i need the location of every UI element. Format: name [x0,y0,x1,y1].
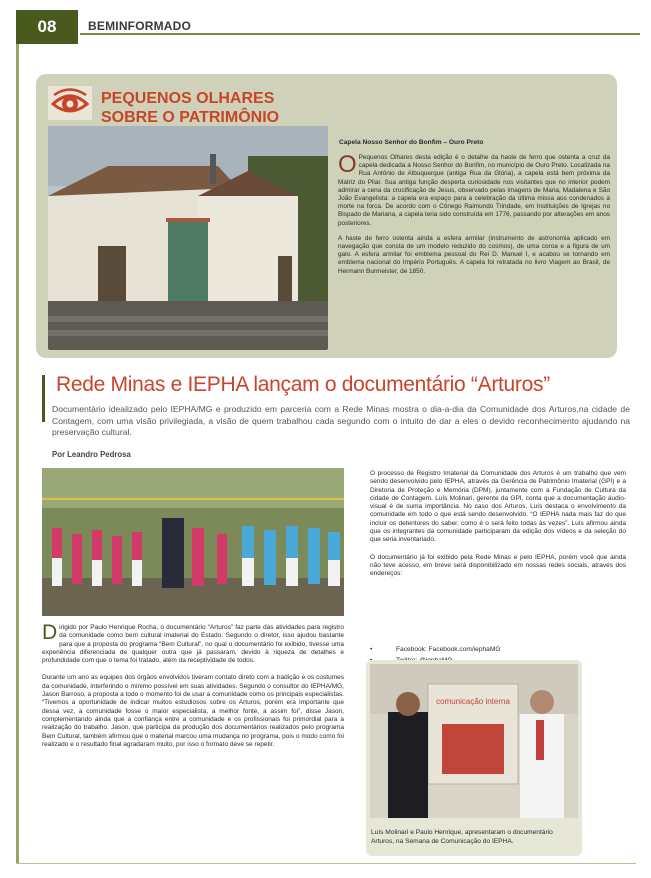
left-paragraph-1-text: irigido por Paulo Henrique Rocha, o documentário “Arturos” faz parte das atividades para registro da comunidade como bem cultural imaterial do Estado. Segundo o diretor, isso ajudou bastante para que a proposta do programa “Bem Cultural”, no qual o documentário foi exibido, tivesse uma experiência diferenciada de qualquer outra que já passaram, devido à riqueza de detalhes e profundidade com que o tema foi tratado, além da receptividade de todos. [42,624,344,665]
brand-part1: BEM [88,19,116,33]
brand-part2: INFORMADO [115,19,192,33]
chapel-caption: Capela Nosso Senhor do Bonfim – Ouro Preto [339,139,484,146]
presenters-caption: Luís Molinari e Paulo Henrique, apresentaram o documentário Arturos, na Semana de Comunicação do IEPHA. [371,829,553,845]
header-divider [80,33,640,35]
feature-dropcap: O [338,151,357,178]
left-paragraph-2: Durante um ano as equipes dos órgãos envolvidos tiveram contato direto com a tradição e os costumes da comunidade, interferindo o mínimo possível em suas atividades. Segundo o consultor do IEPHA/MG, Jason Barroso, a proposta a todo o momento foi de usar a comunidade como os principais especialistas. “Tivemos a oportunidade de indicar muitos estudiosos sobre os Arturos, porém era importante que dessa vez, a comunidade fosse o maior especialista, a melhor fonte, a assim foi”, disse Jason, complementando ainda que a confiança entre a comunidade e os profissionais foi primordial para a realização do trabalho. Jason, que participa da produção dos documentários realizados pelo programa Bem Cultural, também afirmou que o material marcou uma mudança no programa, pois o modo como foi realizado e o resultado final agradaram muito, por isso o formato deve se repetir. [42,674,344,748]
social-item-facebook [370,644,626,655]
article-accent-bar [42,375,45,422]
bullet: • [370,646,373,653]
eye-icon [48,86,92,120]
social-text[interactable]: Facebook: Facebook.com/iephaMG [396,646,501,653]
article-byline: Por Leandro Pedrosa [52,450,131,459]
feature-paragraph-1-text: Pequenos Olhares desta edição é o detalhe da haste de ferro que ostenta a cruz da capela dedicada a Nosso Senhor do Bonfim, no município de Ouro Preto. Localizada na Rua Antônio de Albuquerque (antiga Rua da Glória), a capela está bem próxima da Matriz do Pilar. Sua antiga função desperta curiosidade nos visitantes que no interior podem admirar a cena da crucificação de Jesus, observado pelas imagens de Maria, Madalena e São João Evangelista: a capela era espaço para a celebração da última missa aos condenados à morte na forca. De acordo com o Cônego Raimundo Trindade, em Instituições de Igrejas no Bispado de Mariana, a capela teria sido construída em 1776, passando por alterações em anos posteriores. [338,154,610,227]
article-left-column [42,621,344,758]
feature-paragraph-2: A haste de ferro ostenta ainda a esfera armilar (instrumento de astronomia aplicado em navegação que consta de um modelo reduzido do cosmos), de uma coroa e a figura de um galo. A esfera armilar foi emblema pessoal do Rei D. Manuel I, e acabou se tornando em emblema nacional do Império Português. A capela foi retratada no livro Viagem ao Brasil, de Hermann Burmeister, de 1850. [338,234,610,275]
left-paragraph-1 [42,621,344,665]
article-right-column [370,470,626,588]
chapel-photo [48,126,328,350]
presenters-photo [370,664,578,818]
publication-brand [88,19,191,33]
article-dropcap: D [42,621,58,644]
article-lead: Documentário idealizado pelo IEPHA/MG e produzido em parceria com a Rede Minas mostra o dia-a-dia da Comunidade dos Arturos,na cidade de Contagem, com uma visão privilegiada, a visão de quem trabalhou cada segundo com o intuito de dar a eles o devido reconhecimento ajudando na preservação cultural. [52,404,630,438]
feature-title [101,89,279,127]
left-margin-bar [16,44,19,864]
banner-text: comunicação interna [436,697,510,706]
feature-paragraph-1 [338,151,610,228]
arturos-procession-photo [42,468,344,616]
feature-body [338,151,610,283]
feature-title-line2: SOBRE O PATRIMÔNIO [101,109,280,126]
footer-divider [16,863,636,864]
page-number: 08 [16,10,78,44]
feature-title-line1: PEQUENOS OLHARES [101,90,275,107]
right-paragraph-2: O documentário já foi exibido pela Rede Minas e pelo IEPHA, porém você que ainda não teve acesso, em breve será disponibilizado em nossas redes sociais, através dos endereços: [370,553,626,578]
article-title: Rede Minas e IEPHA lançam o documentário “Arturos” [56,373,550,396]
right-paragraph-1: O processo de Registro Imaterial da Comunidade dos Arturos é um trabalho que vem sendo desenvolvido pelo IEPHA, através da Gerência de Patrimônio Imaterial (GPI) e a Diretoria de Proteção e Memória (DPM), juntamente com a Fundação de Cultura da cidade de Contagem. Luís Molinari, gerente da GPI, conta que a documentação áudio- visual é de suma importância. No caso dos Arturos, Luís destaca o envolvimento da comunidade em todo o que está sendo desenvolvido. “O IEPHA nada mais faz do que incluir os detentores do saber, como é o será feito todas às vezes”. Luís afirmou ainda que os integrantes da comunidade participaram da edição dos vídeos e da seleção do que seria inventariado. [370,470,626,544]
